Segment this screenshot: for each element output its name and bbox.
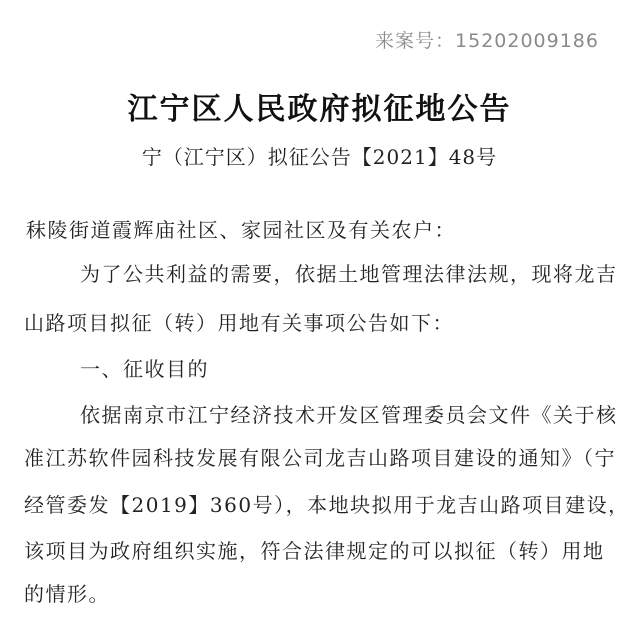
addressee-line: 秣陵街道霞辉庙社区、家园社区及有关农户： (26, 218, 456, 242)
paragraph-line: 为了公共利益的需要，依据土地管理法律法规，现将龙吉 (80, 262, 618, 286)
case-number: 来案号：15202009186 (375, 30, 599, 52)
document-number: 宁（江宁区）拟征公告【2021】48号 (141, 145, 498, 169)
paragraph-line: 该项目为政府组织实施，符合法律规定的可以拟征（转）用地 (24, 539, 605, 563)
paragraph-line: 经管委发【2019】360号），本地块拟用于龙吉山路项目建设， (24, 493, 630, 517)
paragraph-line: 的情形。 (24, 582, 110, 606)
document-title: 江宁区人民政府拟征地公告 (127, 92, 512, 127)
paragraph-line: 依据南京市江宁经济技术开发区管理委员会文件《关于核 (80, 403, 618, 427)
paragraph-line: 准江苏软件园科技发展有限公司龙吉山路项目建设的通知》（宁 (24, 446, 616, 470)
paragraph-line: 山路项目拟征（转）用地有关事项公告如下： (24, 311, 454, 335)
section-heading: 一、征收目的 (80, 357, 209, 381)
